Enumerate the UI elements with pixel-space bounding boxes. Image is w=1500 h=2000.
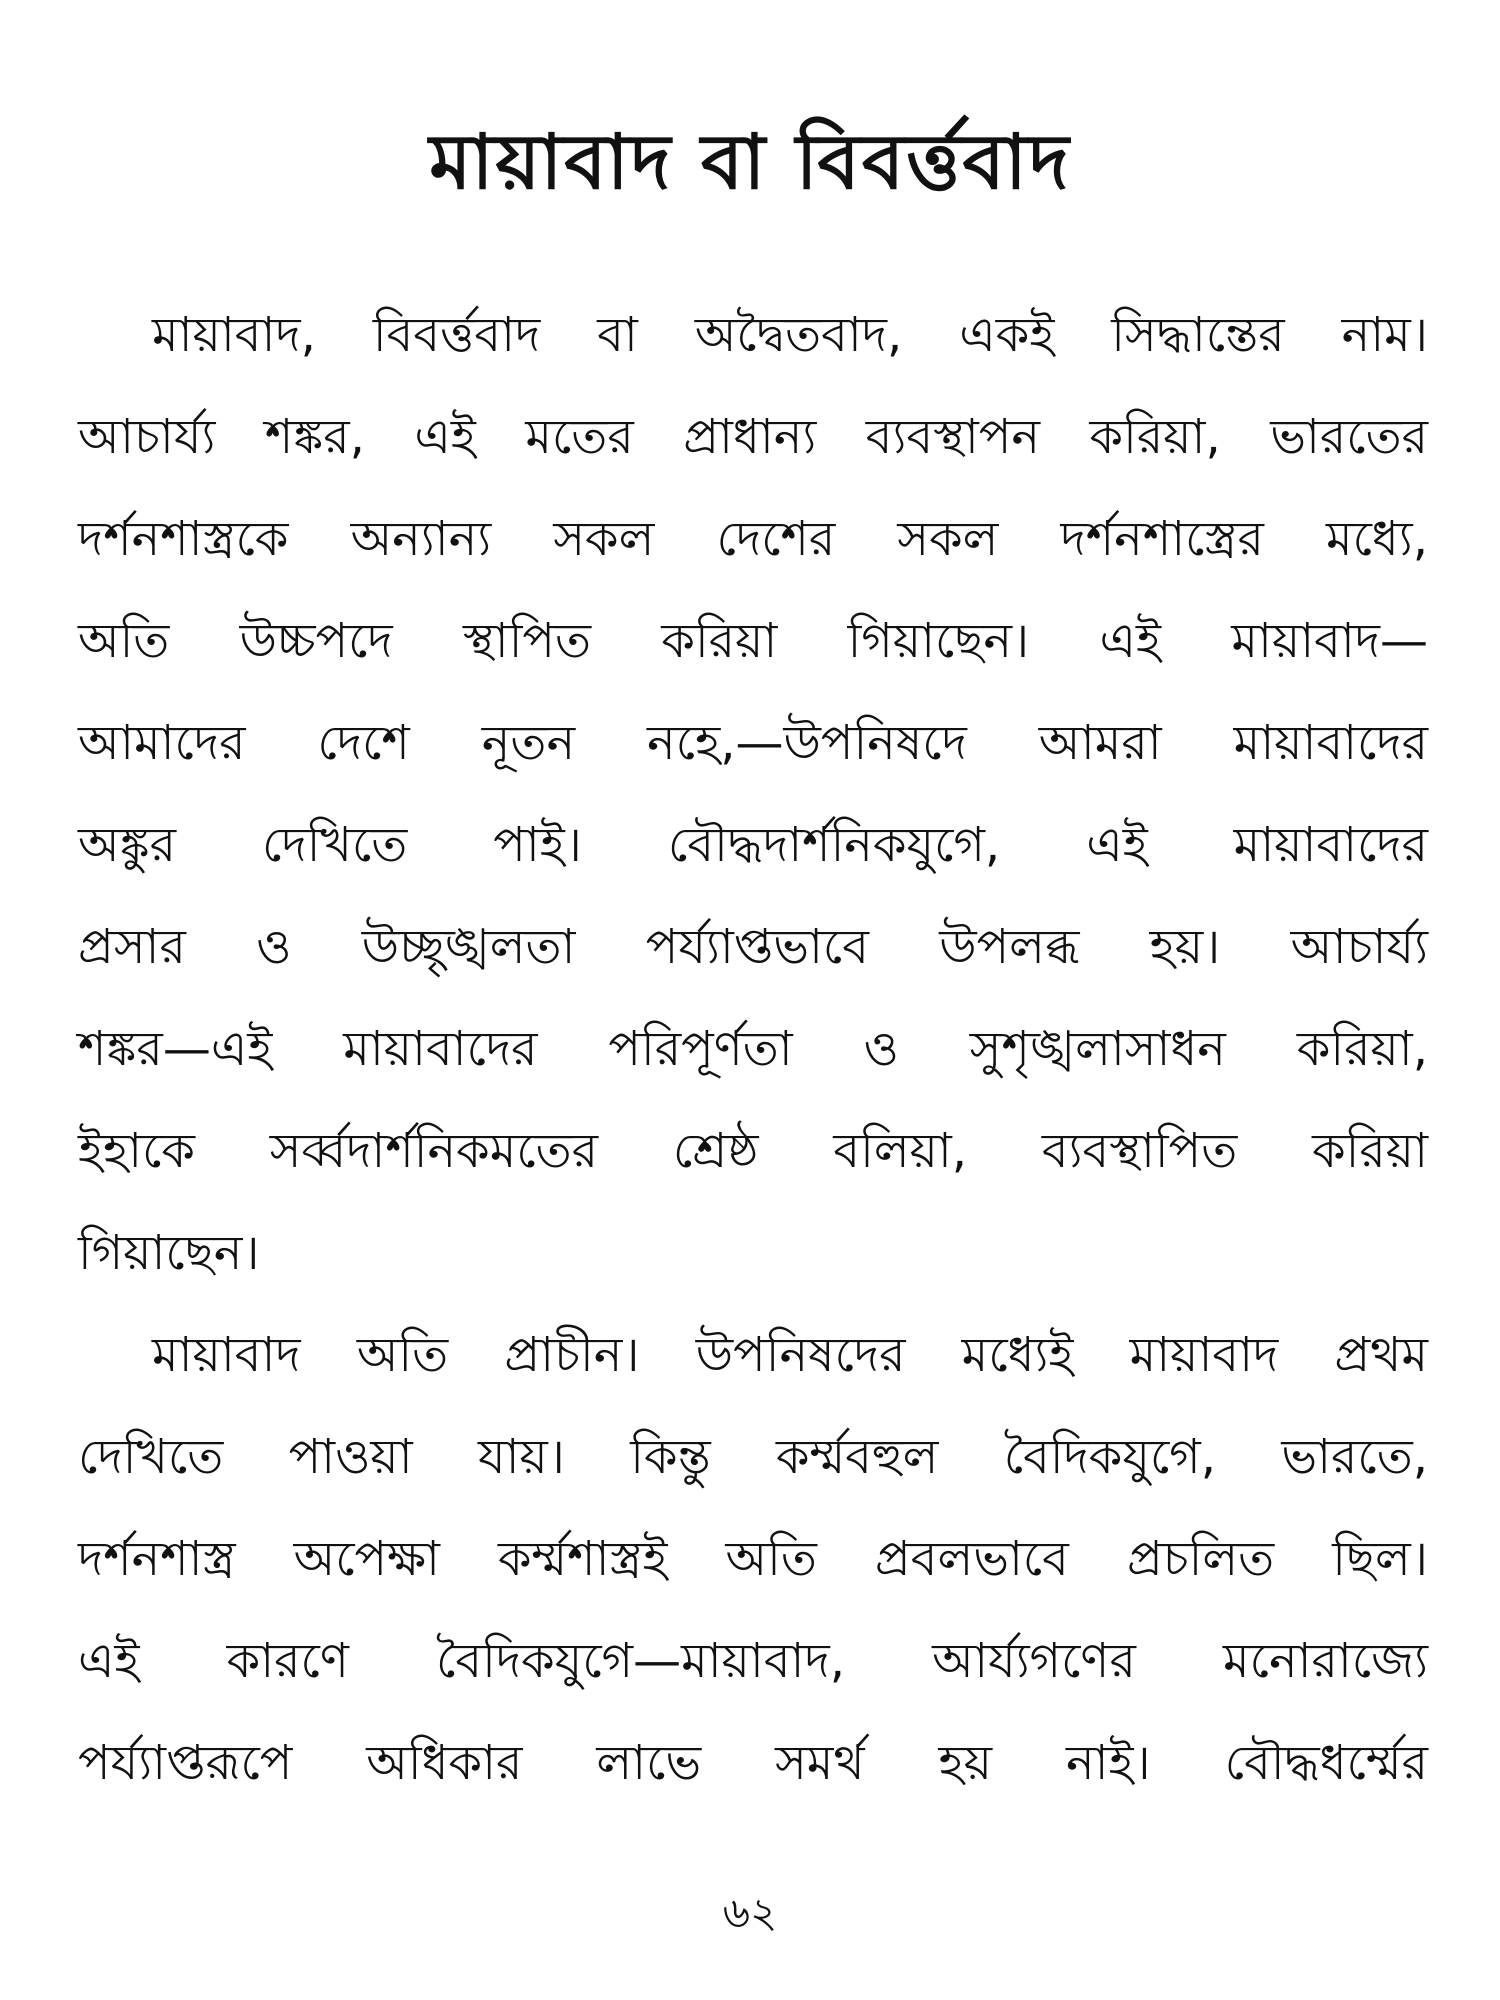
paragraph-1-line-10: গিয়াছেন। xyxy=(78,1225,260,1281)
paragraph-2-line-4: এই কারণে বৈদিকযুগে—মায়াবাদ, আর্য্যগণের মনোরাজ্যে xyxy=(78,1633,1428,1689)
paragraph-1-line-4: অতি উচ্চপদে স্থাপিত করিয়া গিয়াছেন। এই মায়াবাদ— xyxy=(78,613,1428,669)
paragraph-1-line-3: দর্শনশাস্ত্রকে অন্যান্য সকল দেশের সকল দর্শনশাস্ত্রের মধ্যে, xyxy=(78,511,1428,567)
paragraph-1-line-6: অঙ্কুর দেখিতে পাই। বৌদ্ধদার্শনিকযুগে, এই মায়াবাদের xyxy=(78,817,1428,873)
page-number: ৬২ xyxy=(722,1888,778,1937)
paragraph-2-line-2: দেখিতে পাওয়া যায়। কিন্তু কর্ম্মবহুল বৈদিকযুগে, ভারতে, xyxy=(78,1429,1428,1485)
paragraph-1-line-7: প্রসার ও উচ্ছৃঙ্খলতা পর্য্যাপ্তভাবে উপলব্ধ হয়। আচার্য্য xyxy=(78,919,1428,975)
paragraph-2-line-1: মায়াবাদ অতি প্রাচীন। উপনিষদের মধ্যেই মায়াবাদ প্রথম xyxy=(152,1327,1428,1383)
paragraph-1-line-1: মায়াবাদ, বিবর্ত্তবাদ বা অদ্বৈতবাদ, একই সিদ্ধান্তের নাম। xyxy=(152,307,1428,363)
paragraph-2-line-3: দর্শনশাস্ত্র অপেক্ষা কর্ম্মশাস্ত্রই অতি প্রবলভাবে প্রচলিত ছিল। xyxy=(78,1531,1428,1587)
paragraph-1-line-5: আমাদের দেশে নূতন নহে,—উপনিষদে আমরা মায়াবাদের xyxy=(78,715,1428,771)
paragraph-1-line-8: শঙ্কর—এই মায়াবাদের পরিপূর্ণতা ও সুশৃঙ্খলাসাধন করিয়া, xyxy=(78,1021,1428,1077)
paragraph-2-line-5: পর্য্যাপ্তরূপে অধিকার লাভে সমর্থ হয় নাই। বৌদ্ধধর্ম্মের xyxy=(78,1735,1428,1791)
paragraph-1-line-2: আচার্য্য শঙ্কর, এই মতের প্রাধান্য ব্যবস্থাপন করিয়া, ভারতের xyxy=(78,409,1428,465)
page-title: মায়াবাদ বা বিবর্ত্তবাদ xyxy=(429,117,1071,206)
paragraph-1-line-9: ইহাকে সর্ব্বদার্শনিকমতের শ্রেষ্ঠ বলিয়া, ব্যবস্থাপিত করিয়া xyxy=(78,1123,1428,1179)
